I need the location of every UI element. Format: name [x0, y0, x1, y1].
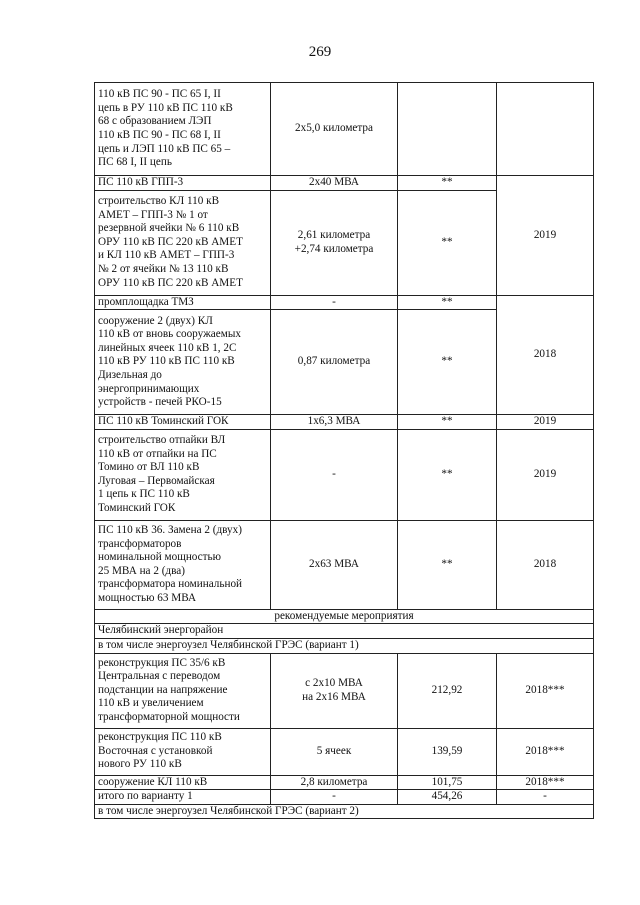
region-header: Челябинский энергорайон — [95, 624, 594, 639]
cell-name: сооружение 2 (двух) КЛ 110 кВ от вновь сооружаемых линейных ячеек 110 кВ 1, 2С 110 кВ РУ 110 кВ ПС 110 кВ Дизельная до энергопринимающих устройств - печей РКО-15 — [95, 310, 271, 415]
cell-capacity: 2,61 километра +2,74 километра — [271, 190, 398, 295]
table-row — [95, 804, 594, 819]
cell-capacity: 1х6,3 МВА — [271, 415, 398, 430]
variant1-header: в том числе энергоузел Челябинской ГРЭС (вариант 1) — [95, 638, 594, 653]
cell-cost: ** — [398, 176, 497, 191]
cell-year: 2018*** — [497, 775, 594, 790]
cell-name: ПС 110 кВ ГПП-3 — [95, 176, 271, 191]
cell-name: реконструкция ПС 35/6 кВ Центральная с переводом подстанции на напряжение 110 кВ и увеличением трансформаторной мощности — [95, 653, 271, 728]
page-number: 269 — [308, 44, 332, 60]
cell-capacity: 2х63 МВА — [271, 520, 398, 609]
cell-name: строительство КЛ 110 кВ АМЕТ – ГПП-3 № 1 от резервной ячейки № 6 110 кВ ОРУ 110 кВ ПС 220 кВ АМЕТ и КЛ 110 кВ АМЕТ – ГПП-3 № 2 от ячейки № 13 110 кВ ОРУ 110 кВ ПС 220 кВ АМЕТ — [95, 190, 271, 295]
table-row — [95, 415, 594, 430]
cell-capacity: 5 ячеек — [271, 728, 398, 775]
total-capacity: - — [271, 790, 398, 805]
table-row — [95, 790, 594, 805]
table-row — [95, 638, 594, 653]
measures-table — [94, 82, 594, 819]
cell-year: 2018*** — [497, 728, 594, 775]
cell-cost: ** — [398, 310, 497, 415]
cell-name: реконструкция ПС 110 кВ Восточная с установкой нового РУ 110 кВ — [95, 728, 271, 775]
table-row — [95, 728, 594, 775]
table-row — [95, 609, 594, 624]
cell-cost: 101,75 — [398, 775, 497, 790]
table-row — [95, 624, 594, 639]
cell-cost: ** — [398, 295, 497, 310]
cell-cost: ** — [398, 520, 497, 609]
cell-cost: ** — [398, 429, 497, 520]
cell-cost — [398, 83, 497, 176]
cell-cost: 212,92 — [398, 653, 497, 728]
total-year: - — [497, 790, 594, 805]
cell-capacity: 2х5,0 километра — [271, 83, 398, 176]
cell-capacity: 2,8 километра — [271, 775, 398, 790]
cell-name: промплощадка ТМЗ — [95, 295, 271, 310]
cell-name: 110 кВ ПС 90 - ПС 65 I, II цепь в РУ 110 кВ ПС 110 кВ 68 с образованием ЛЭП 110 кВ ПС 90 - ПС 68 I, II цепь и ЛЭП 110 кВ ПС 65 – ПС 68 I, II цепь — [95, 83, 271, 176]
total-label: итого по варианту 1 — [95, 790, 271, 805]
cell-capacity: с 2х10 МВА на 2х16 МВА — [271, 653, 398, 728]
cell-name: ПС 110 кВ 36. Замена 2 (двух) трансформаторов номинальной мощностью 25 МВА на 2 (два) трансформатора номинальной мощностью 63 МВА — [95, 520, 271, 609]
cell-name: сооружение КЛ 110 кВ — [95, 775, 271, 790]
cell-cost: 139,59 — [398, 728, 497, 775]
table-row — [95, 520, 594, 609]
cell-year: 2019 — [497, 429, 594, 520]
section-recommended: рекомендуемые мероприятия — [95, 609, 594, 624]
total-cost: 454,26 — [398, 790, 497, 805]
cell-capacity: 2х40 МВА — [271, 176, 398, 191]
cell-year: 2018 — [497, 520, 594, 609]
table-row — [95, 429, 594, 520]
table-row — [95, 83, 594, 176]
cell-year: 2018*** — [497, 653, 594, 728]
table-row — [95, 295, 594, 310]
variant2-header: в том числе энергоузел Челябинской ГРЭС (вариант 2) — [95, 804, 594, 819]
cell-year: 2019 — [497, 415, 594, 430]
cell-cost: ** — [398, 415, 497, 430]
table-row — [95, 775, 594, 790]
cell-cost: ** — [398, 190, 497, 295]
table-row — [95, 653, 594, 728]
cell-name: ПС 110 кВ Томинский ГОК — [95, 415, 271, 430]
cell-year — [497, 83, 594, 176]
cell-year: 2018 — [497, 295, 594, 415]
table-row — [95, 176, 594, 191]
cell-capacity: 0,87 километра — [271, 310, 398, 415]
cell-capacity: - — [271, 429, 398, 520]
cell-capacity: - — [271, 295, 398, 310]
cell-year: 2019 — [497, 176, 594, 296]
cell-name: строительство отпайки ВЛ 110 кВ от отпайки на ПС Томино от ВЛ 110 кВ Луговая – Первомайская 1 цепь к ПС 110 кВ Томинский ГОК — [95, 429, 271, 520]
